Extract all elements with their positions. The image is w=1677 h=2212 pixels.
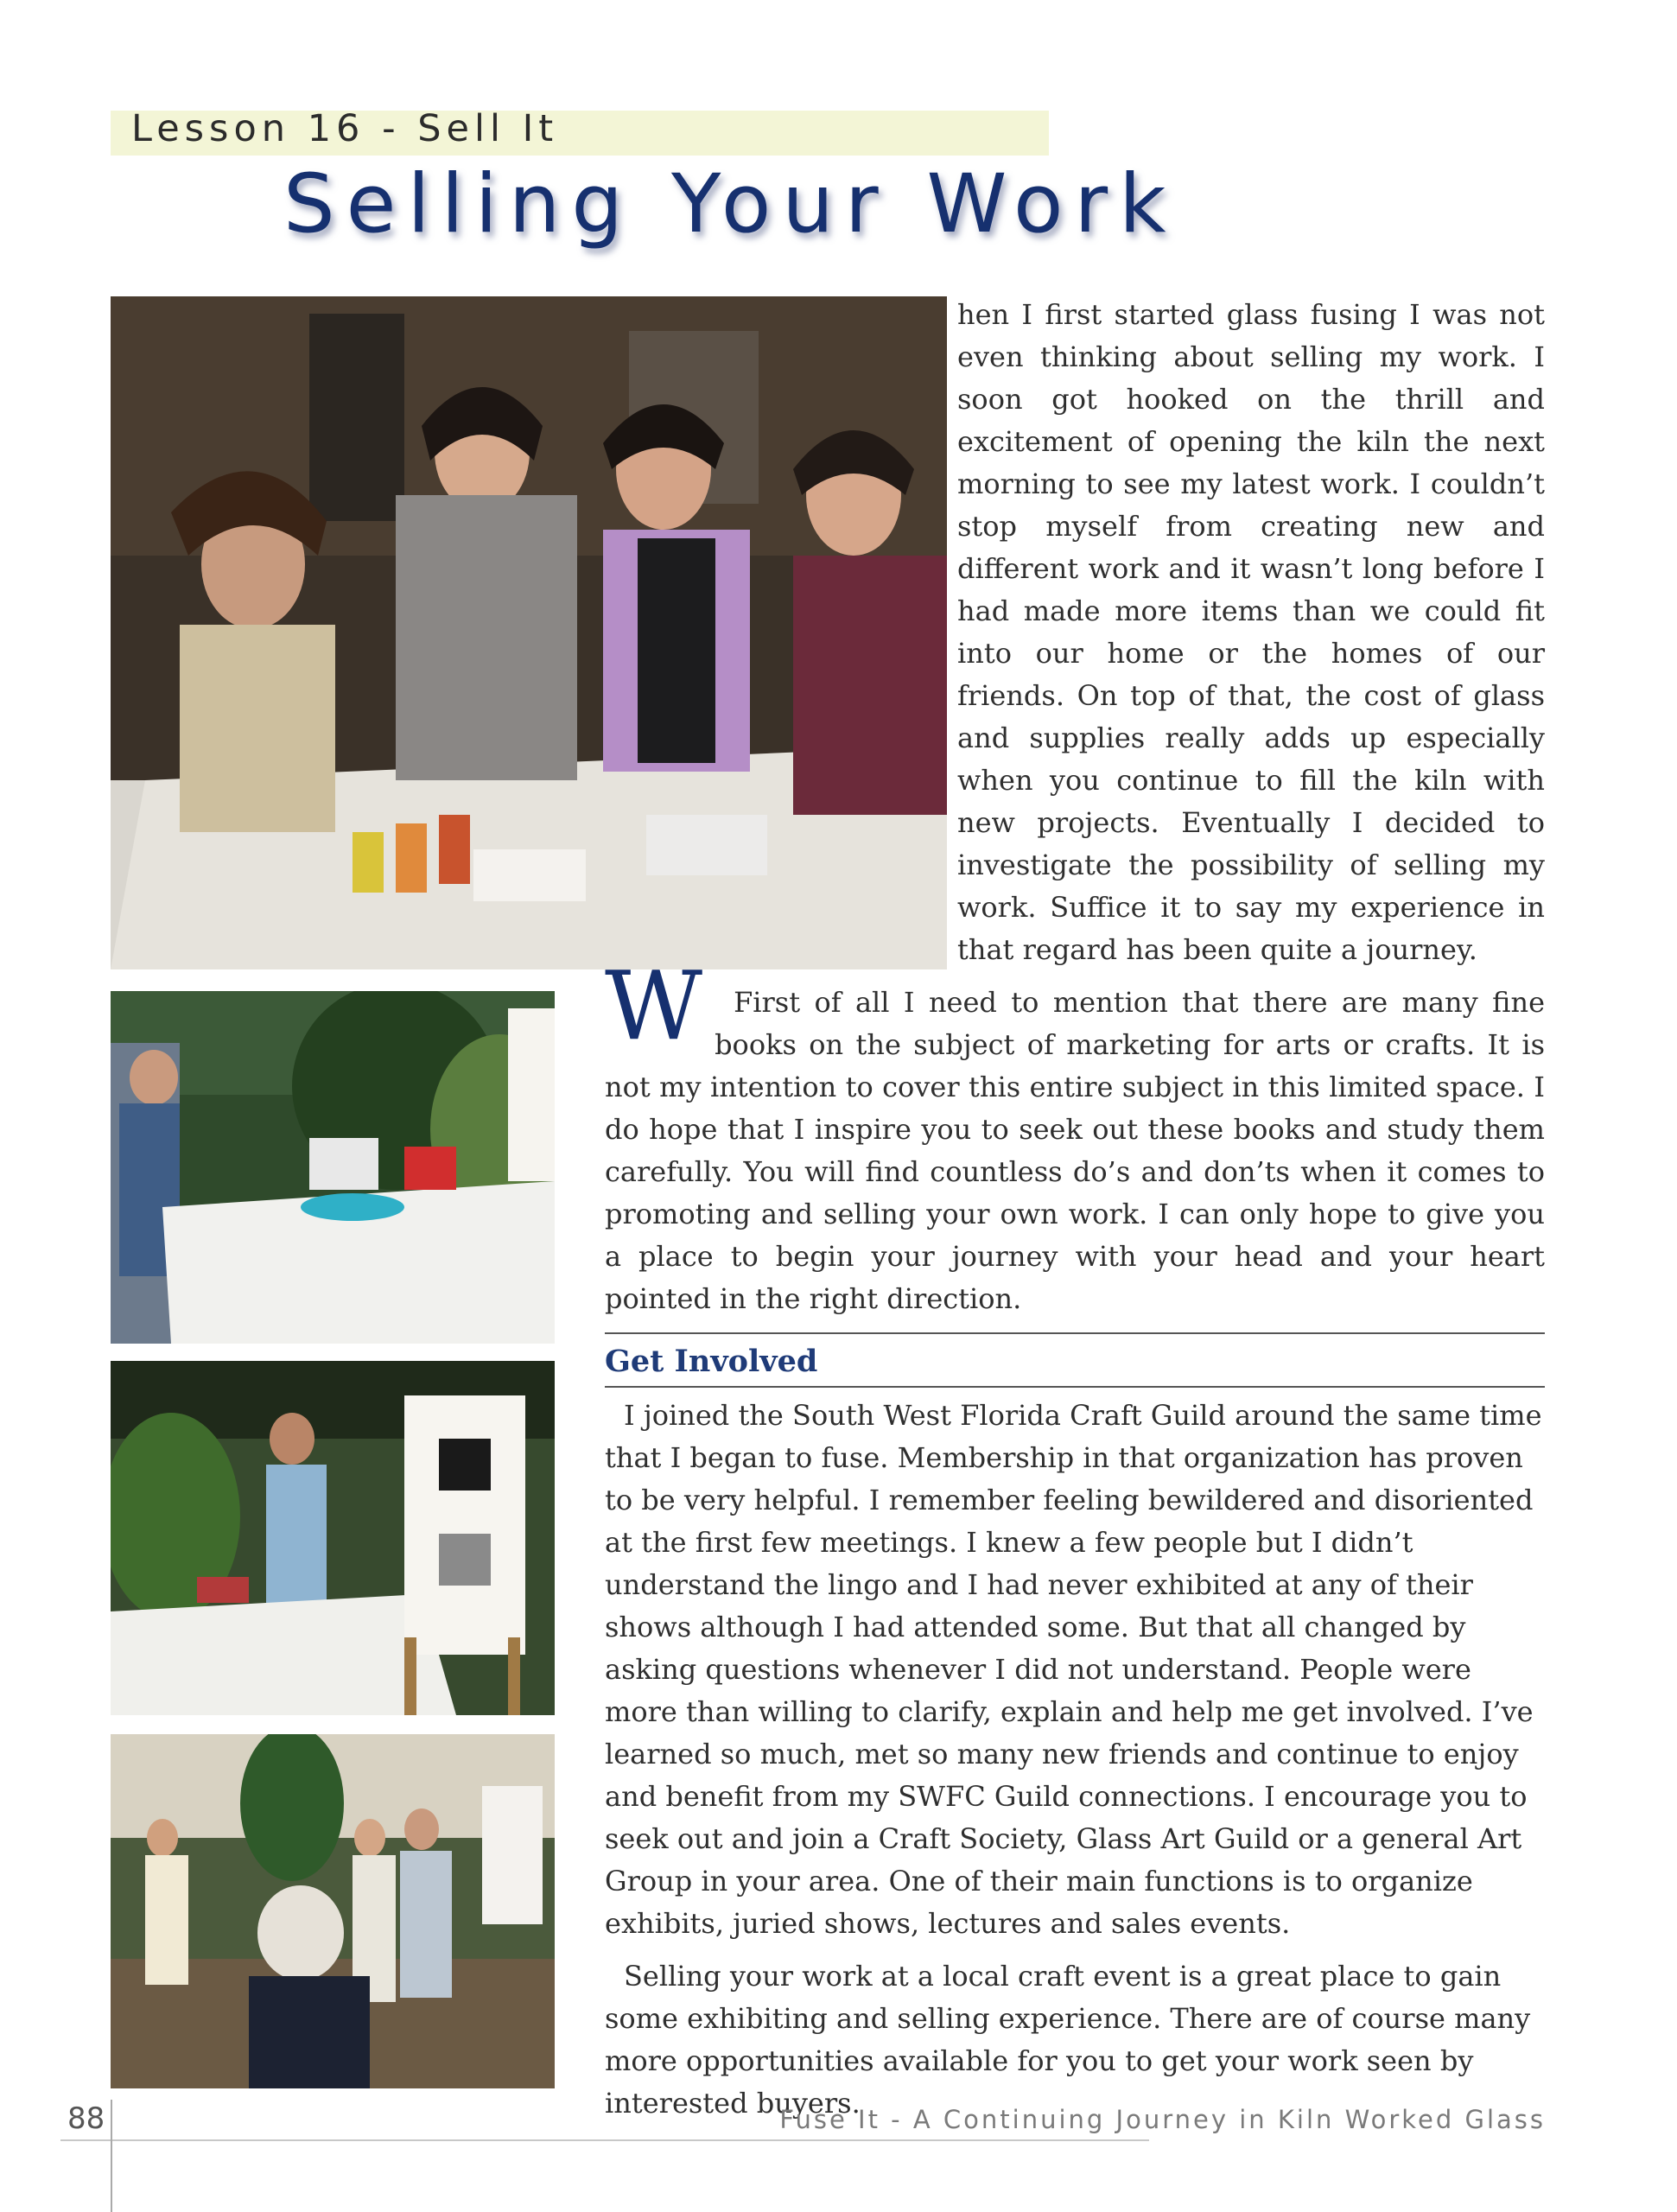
page-number: 88 bbox=[67, 2101, 105, 2136]
photo-craft-event-crowd bbox=[111, 1734, 555, 2088]
paragraph-guild: I joined the South West Florida Craft Guild around the same time that I began to fuse. Membership in that organization has proven to be very helpful. I remember feeling bewildered and disoriented at the first few meetings. I knew a few people but I didn’t understand the lingo and I had never exhibited at any of their shows although I had attended some. But that all changed by asking questions whenever I did not understand. People were more than willing to clarify, explain and help me get involved. I’ve learned so much, met so many new friends and continue to enjoy and benefit from my SWFC Guild connections. I encourage you to seek out and join a Craft Society, Glass Art Guild or a general Art Group in your area. One of their main functions is to organize exhibits, juried shows, lectures and sales events. bbox=[605, 1399, 1542, 1940]
section-divider-bottom bbox=[605, 1386, 1545, 1388]
article-body bbox=[605, 294, 1545, 2125]
section-heading: Get Involved bbox=[605, 1344, 818, 1379]
paragraph-books: First of all I need to mention that there are many fine books on the subject of marketing for arts or crafts. It is not my intention to cover this entire subject in this limited space. I do hope that I inspire you to seek out these books and study them carefully. You will find countless do’s and don’ts when it comes to promoting and selling your own work. I can only hope to give you a place to begin your journey with your head and your heart pointed in the right direction. bbox=[605, 986, 1545, 1315]
paragraph-selling: Selling your work at a local craft event is a great place to gain some exhibiting and selling experience. There are of course many more opportunities available for you to get your work seen by interested buyers. bbox=[605, 1960, 1531, 2120]
drop-cap: W bbox=[605, 950, 703, 1061]
footer-book-title: Fuse It - A Continuing Journey in Kiln Worked Glass bbox=[779, 2105, 1546, 2134]
footer-rule bbox=[60, 2139, 1149, 2141]
section-divider-top bbox=[605, 1332, 1545, 1334]
lesson-label: Lesson 16 - Sell It bbox=[131, 107, 559, 150]
footer-margin-rule bbox=[111, 2100, 112, 2212]
intro-text: hen I first started glass fusing I was not even thinking about selling my work. I soon got hooked on the thrill and excitement of opening the kiln the next morning to see my latest work. I couldn’t stop myself from creating new and different work and it wasn’t long before I had made more items than we could fit into our home or the homes of our friends. On top of that, the cost of glass and supplies really adds up especially when you continue to fill the kiln with new projects. Eventually I decided to investigate the possibility of selling my work. Suffice it to say my experience in that regard has been quite a journey. bbox=[957, 298, 1545, 966]
photo-man-at-display bbox=[111, 1361, 555, 1715]
page-title: Selling Your Work bbox=[283, 157, 1178, 251]
